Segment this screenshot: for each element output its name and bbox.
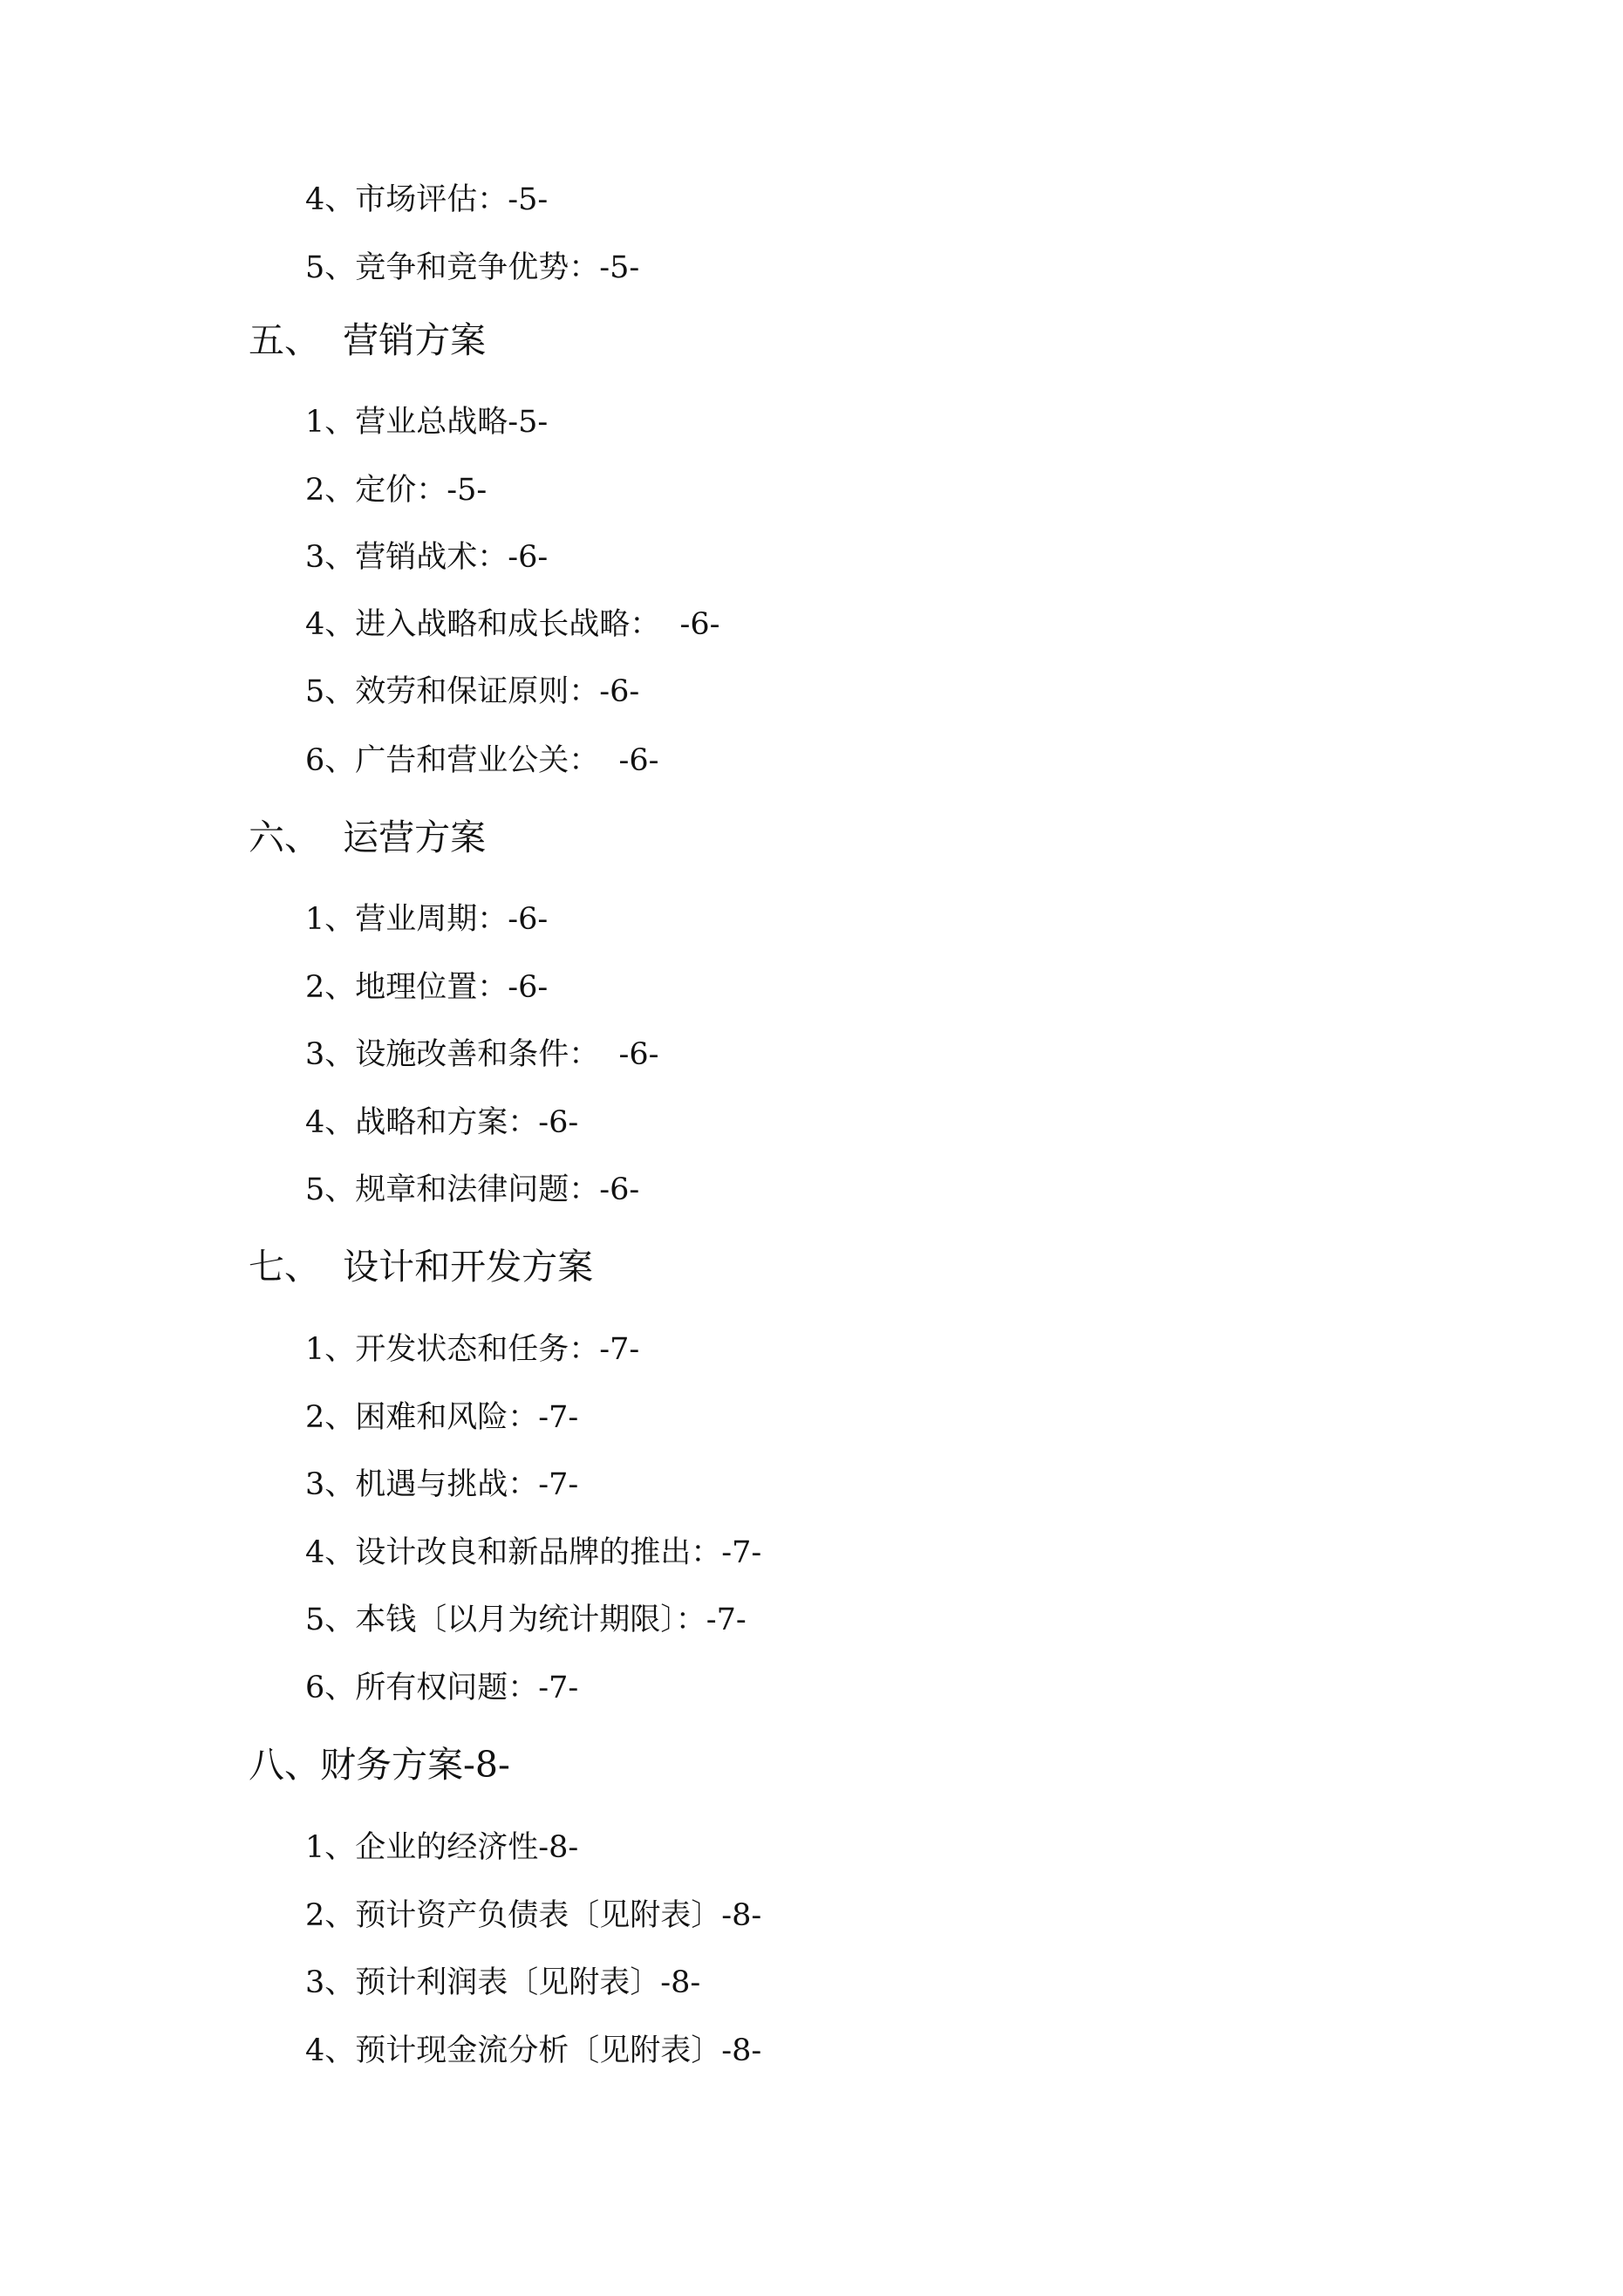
toc-heading-operations: 六、 运营方案 bbox=[249, 817, 487, 858]
toc-item: 5、规章和法律问题：-6- bbox=[305, 1172, 640, 1207]
toc-item: 4、战略和方案：-6- bbox=[305, 1105, 579, 1140]
toc-item: 4、预计现金流分析〔见附表〕-8- bbox=[305, 2033, 762, 2068]
toc-item: 3、机遇与挑战：-7- bbox=[305, 1467, 579, 1502]
toc-item: 6、所有权问题：-7- bbox=[305, 1671, 579, 1705]
toc-heading-design-development: 七、 设计和开发方案 bbox=[249, 1246, 594, 1288]
toc-item: 1、营业周期：-6- bbox=[305, 902, 549, 937]
toc-heading-finance: 八、财务方案-8- bbox=[249, 1744, 510, 1786]
toc-item: 5、效劳和保证原则：-6- bbox=[305, 674, 640, 709]
toc-item: 4、进入战略和成长战略： -6- bbox=[305, 607, 720, 642]
toc-item: 4、市场评估：-5- bbox=[305, 182, 549, 217]
toc-item: 1、开发状态和任务：-7- bbox=[305, 1332, 640, 1367]
toc-item: 2、定价：-5- bbox=[305, 473, 488, 508]
toc-item: 5、竞争和竞争优势：-5- bbox=[305, 250, 640, 285]
toc-item: 1、企业的经济性-8- bbox=[305, 1830, 579, 1865]
toc-item: 3、预计利润表〔见附表〕-8- bbox=[305, 1965, 701, 2000]
toc-item: 3、设施改善和条件： -6- bbox=[305, 1037, 659, 1072]
toc-item: 2、困难和风险：-7- bbox=[305, 1400, 579, 1435]
toc-item: 4、设计改良和新品牌的推出：-7- bbox=[305, 1535, 762, 1570]
toc-item: 1、营业总战略-5- bbox=[305, 405, 549, 440]
toc-item: 2、地理位置：-6- bbox=[305, 970, 549, 1005]
toc-item: 2、预计资产负债表〔见附表〕-8- bbox=[305, 1898, 762, 1933]
toc-item: 3、营销战术：-6- bbox=[305, 540, 549, 575]
toc-item: 5、本钱〔以月为统计期限〕：-7- bbox=[305, 1602, 747, 1637]
toc-item: 6、广告和营业公关： -6- bbox=[305, 743, 659, 778]
toc-heading-marketing: 五、 营销方案 bbox=[249, 319, 487, 361]
